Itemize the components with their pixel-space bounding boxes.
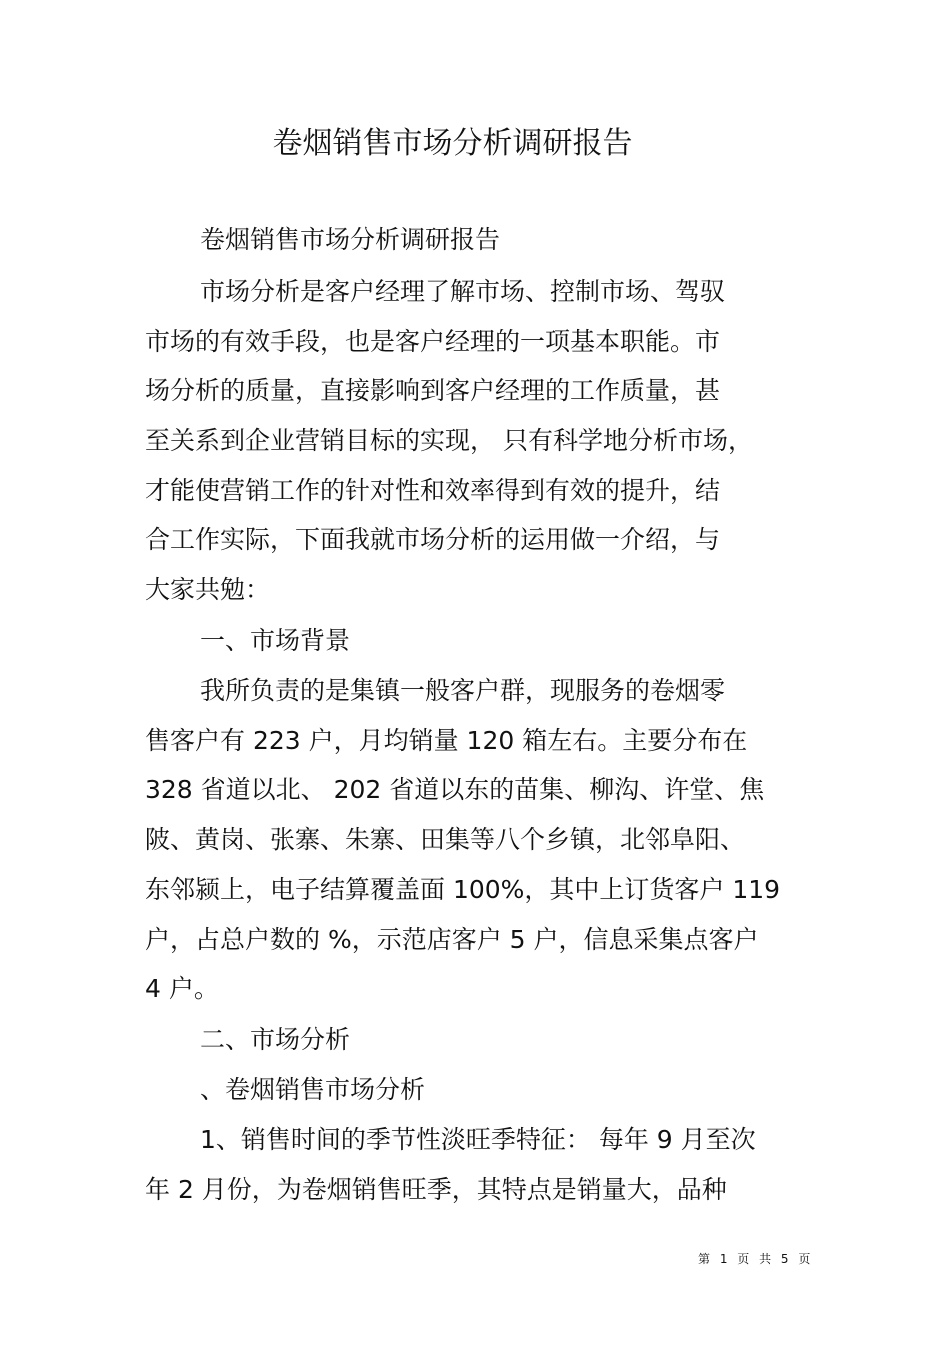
- paragraph-line: 东邻颍上，电子结算覆盖面 100%，其中上订货客户 119: [145, 875, 781, 904]
- subsection-heading: 、卷烟销售市场分析: [200, 1075, 426, 1104]
- paragraph-line: 4 户。: [145, 974, 219, 1003]
- paragraph-line: 市场分析是客户经理了解市场、控制市场、驾驭: [200, 277, 726, 306]
- paragraph-line: 1、销售时间的季节性淡旺季特征： 每年 9 月至次: [200, 1125, 756, 1154]
- paragraph-line: 328 省道以北、 202 省道以东的苗集、柳沟、许堂、焦: [145, 775, 765, 804]
- paragraph-line: 陂、黄岗、张寨、朱寨、田集等八个乡镇，北邻阜阳、: [145, 825, 746, 854]
- subtitle-line: 卷烟销售市场分析调研报告: [200, 225, 501, 254]
- paragraph-line: 大家共勉：: [145, 575, 271, 604]
- paragraph-line: 户，占总户数的 %，示范店客户 5 户，信息采集点客户: [145, 925, 759, 954]
- paragraph-line: 场分析的质量，直接影响到客户经理的工作质量，甚: [145, 376, 721, 405]
- section-heading: 一、市场背景: [200, 626, 351, 655]
- paragraph-line: 市场的有效手段，也是客户经理的一项基本职能。市: [145, 327, 721, 356]
- paragraph-line: 至关系到企业营销目标的实现， 只有科学地分析市场，: [145, 426, 753, 455]
- paragraph-line: 售客户有 223 户，月均销量 120 箱左右。主要分布在: [145, 726, 748, 755]
- document-title: 卷烟销售市场分析调研报告: [272, 126, 633, 161]
- paragraph-line: 年 2 月份，为卷烟销售旺季，其特点是销量大，品种: [145, 1175, 727, 1204]
- paragraph-line: 合工作实际，下面我就市场分析的运用做一介绍，与: [145, 525, 721, 554]
- page-footer: 第 1 页 共 5 页: [698, 1252, 814, 1266]
- section-heading: 二、市场分析: [200, 1025, 351, 1054]
- paragraph-line: 我所负责的是集镇一般客户群，现服务的卷烟零: [200, 676, 726, 705]
- paragraph-line: 才能使营销工作的针对性和效率得到有效的提升，结: [145, 476, 721, 505]
